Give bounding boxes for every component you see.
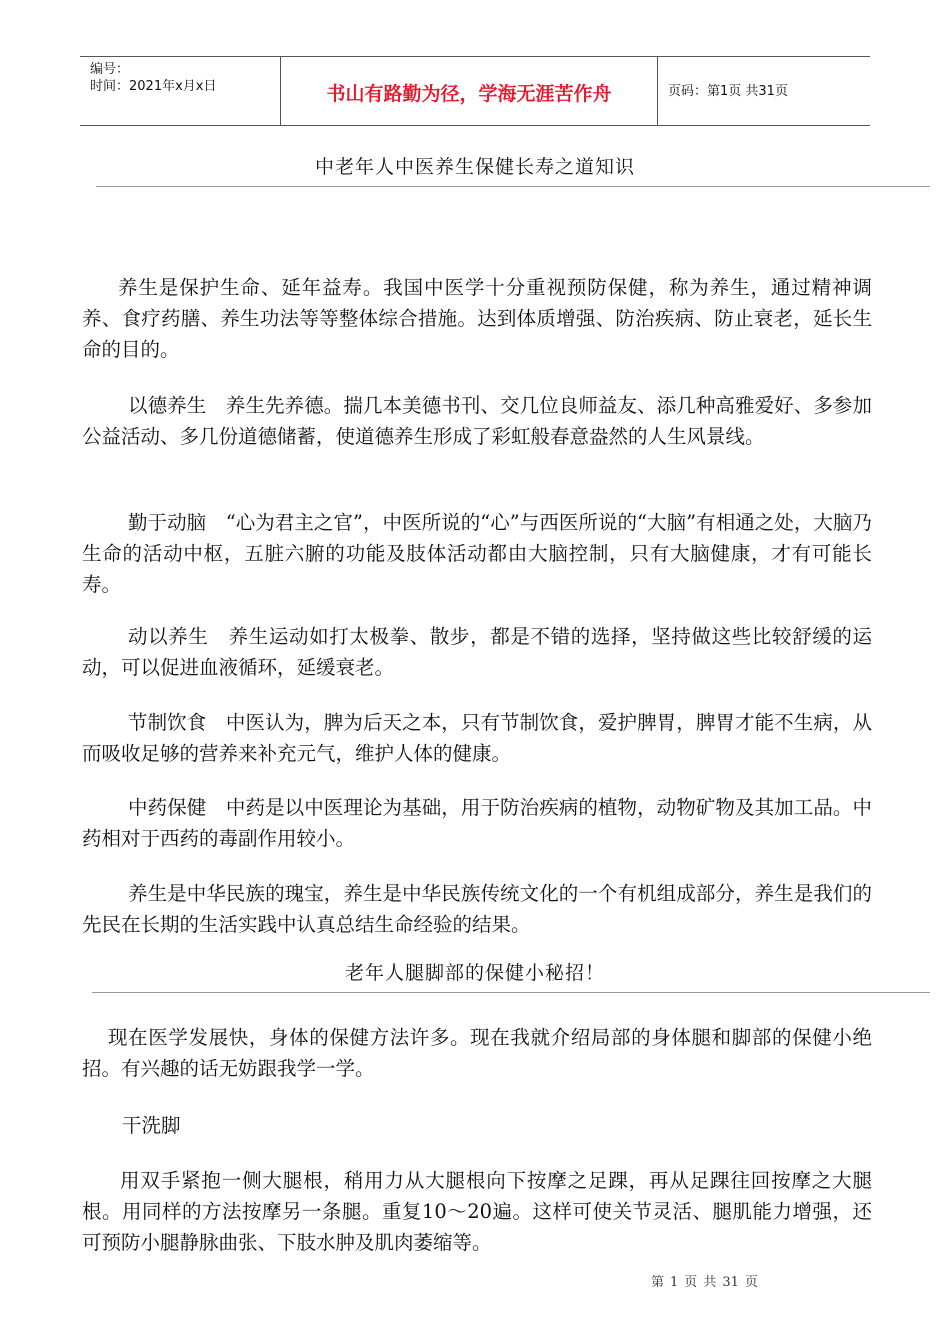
date-label: 时间：2021年x月x日 <box>90 79 217 94</box>
header-mid-cell <box>280 57 658 125</box>
paragraph-dry-wash-method: 用双手紧抱一侧大腿根，稍用力从大腿根向下按摩之足踝，再从足踝往回按摩之大腿根。用同样的方法按摩另一条腿。重复10～20遍。这样可使关节灵活、腿肌能力增强，还可预防小腿静脉曲张、下肢水肿及肌肉萎缩等。 <box>82 1169 872 1254</box>
header-table <box>80 56 870 126</box>
paragraph-exercise: 动以养生 养生运动如打太极拳、散步，都是不错的选择，坚持做这些比较舒缓的运动，可以促进血液循环，延缓衰老。 <box>82 625 872 679</box>
document-title: 中老年人中医养生保健长寿之道知识 <box>314 156 635 178</box>
footer-total-number: 31 <box>722 1275 739 1290</box>
footer-total-prefix: 共 <box>703 1275 717 1290</box>
footer-total-suffix: 页 <box>744 1275 758 1290</box>
footer-page-number: 1 <box>670 1275 679 1290</box>
footer-page-prefix: 第 <box>651 1275 665 1290</box>
footer-page-unit: 页 <box>684 1275 698 1290</box>
header-motto: 书山有路勤为径，学海无涯苦作舟 <box>326 83 612 105</box>
paragraph-heritage: 养生是中华民族的瑰宝，养生是中华民族传统文化的一个有机组成部分，养生是我们的先民在长期的生活实践中认真总结生命经验的结果。 <box>82 882 872 936</box>
paragraph-diet: 节制饮食 中医认为，脾为后天之本，只有节制饮食，爱护脾胃，脾胃才能不生病，从而吸收足够的营养来补充元气，维护人体的健康。 <box>82 711 872 765</box>
title-divider <box>96 186 930 187</box>
paragraph-herbs: 中药保健 中药是以中医理论为基础，用于防治疾病的植物，动物矿物及其加工品。中药相对于西药的毒副作用较小。 <box>82 796 872 850</box>
page-footer <box>651 1271 764 1290</box>
header-left-cell <box>80 57 280 125</box>
page-code: 页码：第1页 共31页 <box>668 84 788 99</box>
serial-label: 编号： <box>90 62 130 77</box>
paragraph-virtue: 以德养生 养生先养德。揣几本美德书刊、交几位良师益友、添几种高雅爱好、多参加公益活动、多几份道德储蓄，使道德养生形成了彩虹般春意盎然的人生风景线。 <box>82 394 872 448</box>
section-divider <box>92 992 930 993</box>
paragraph-intro: 养生是保护生命、延年益寿。我国中医学十分重视预防保健，称为养生，通过精神调养、食疗药膳、养生功法等等整体综合措施。达到体质增强、防治疾病、防止衰老，延长生命的目的。 <box>82 276 872 361</box>
section-title: 老年人腿脚部的保健小秘招！ <box>344 962 605 984</box>
paragraph-dry-wash-heading: 干洗脚 <box>122 1114 181 1137</box>
paragraph-brain: 勤于动脑 “心为君主之官”，中医所说的“心”与西医所说的“大脑”有相通之处，大脑乃生命的活动中枢，五脏六腑的功能及肢体活动都由大脑控制，只有大脑健康，才有可能长寿。 <box>82 511 872 596</box>
header-right-cell <box>658 57 870 125</box>
paragraph-legs-intro: 现在医学发展快，身体的保健方法许多。现在我就介绍局部的身体腿和脚部的保健小绝招。有兴趣的话无妨跟我学一学。 <box>82 1026 872 1080</box>
